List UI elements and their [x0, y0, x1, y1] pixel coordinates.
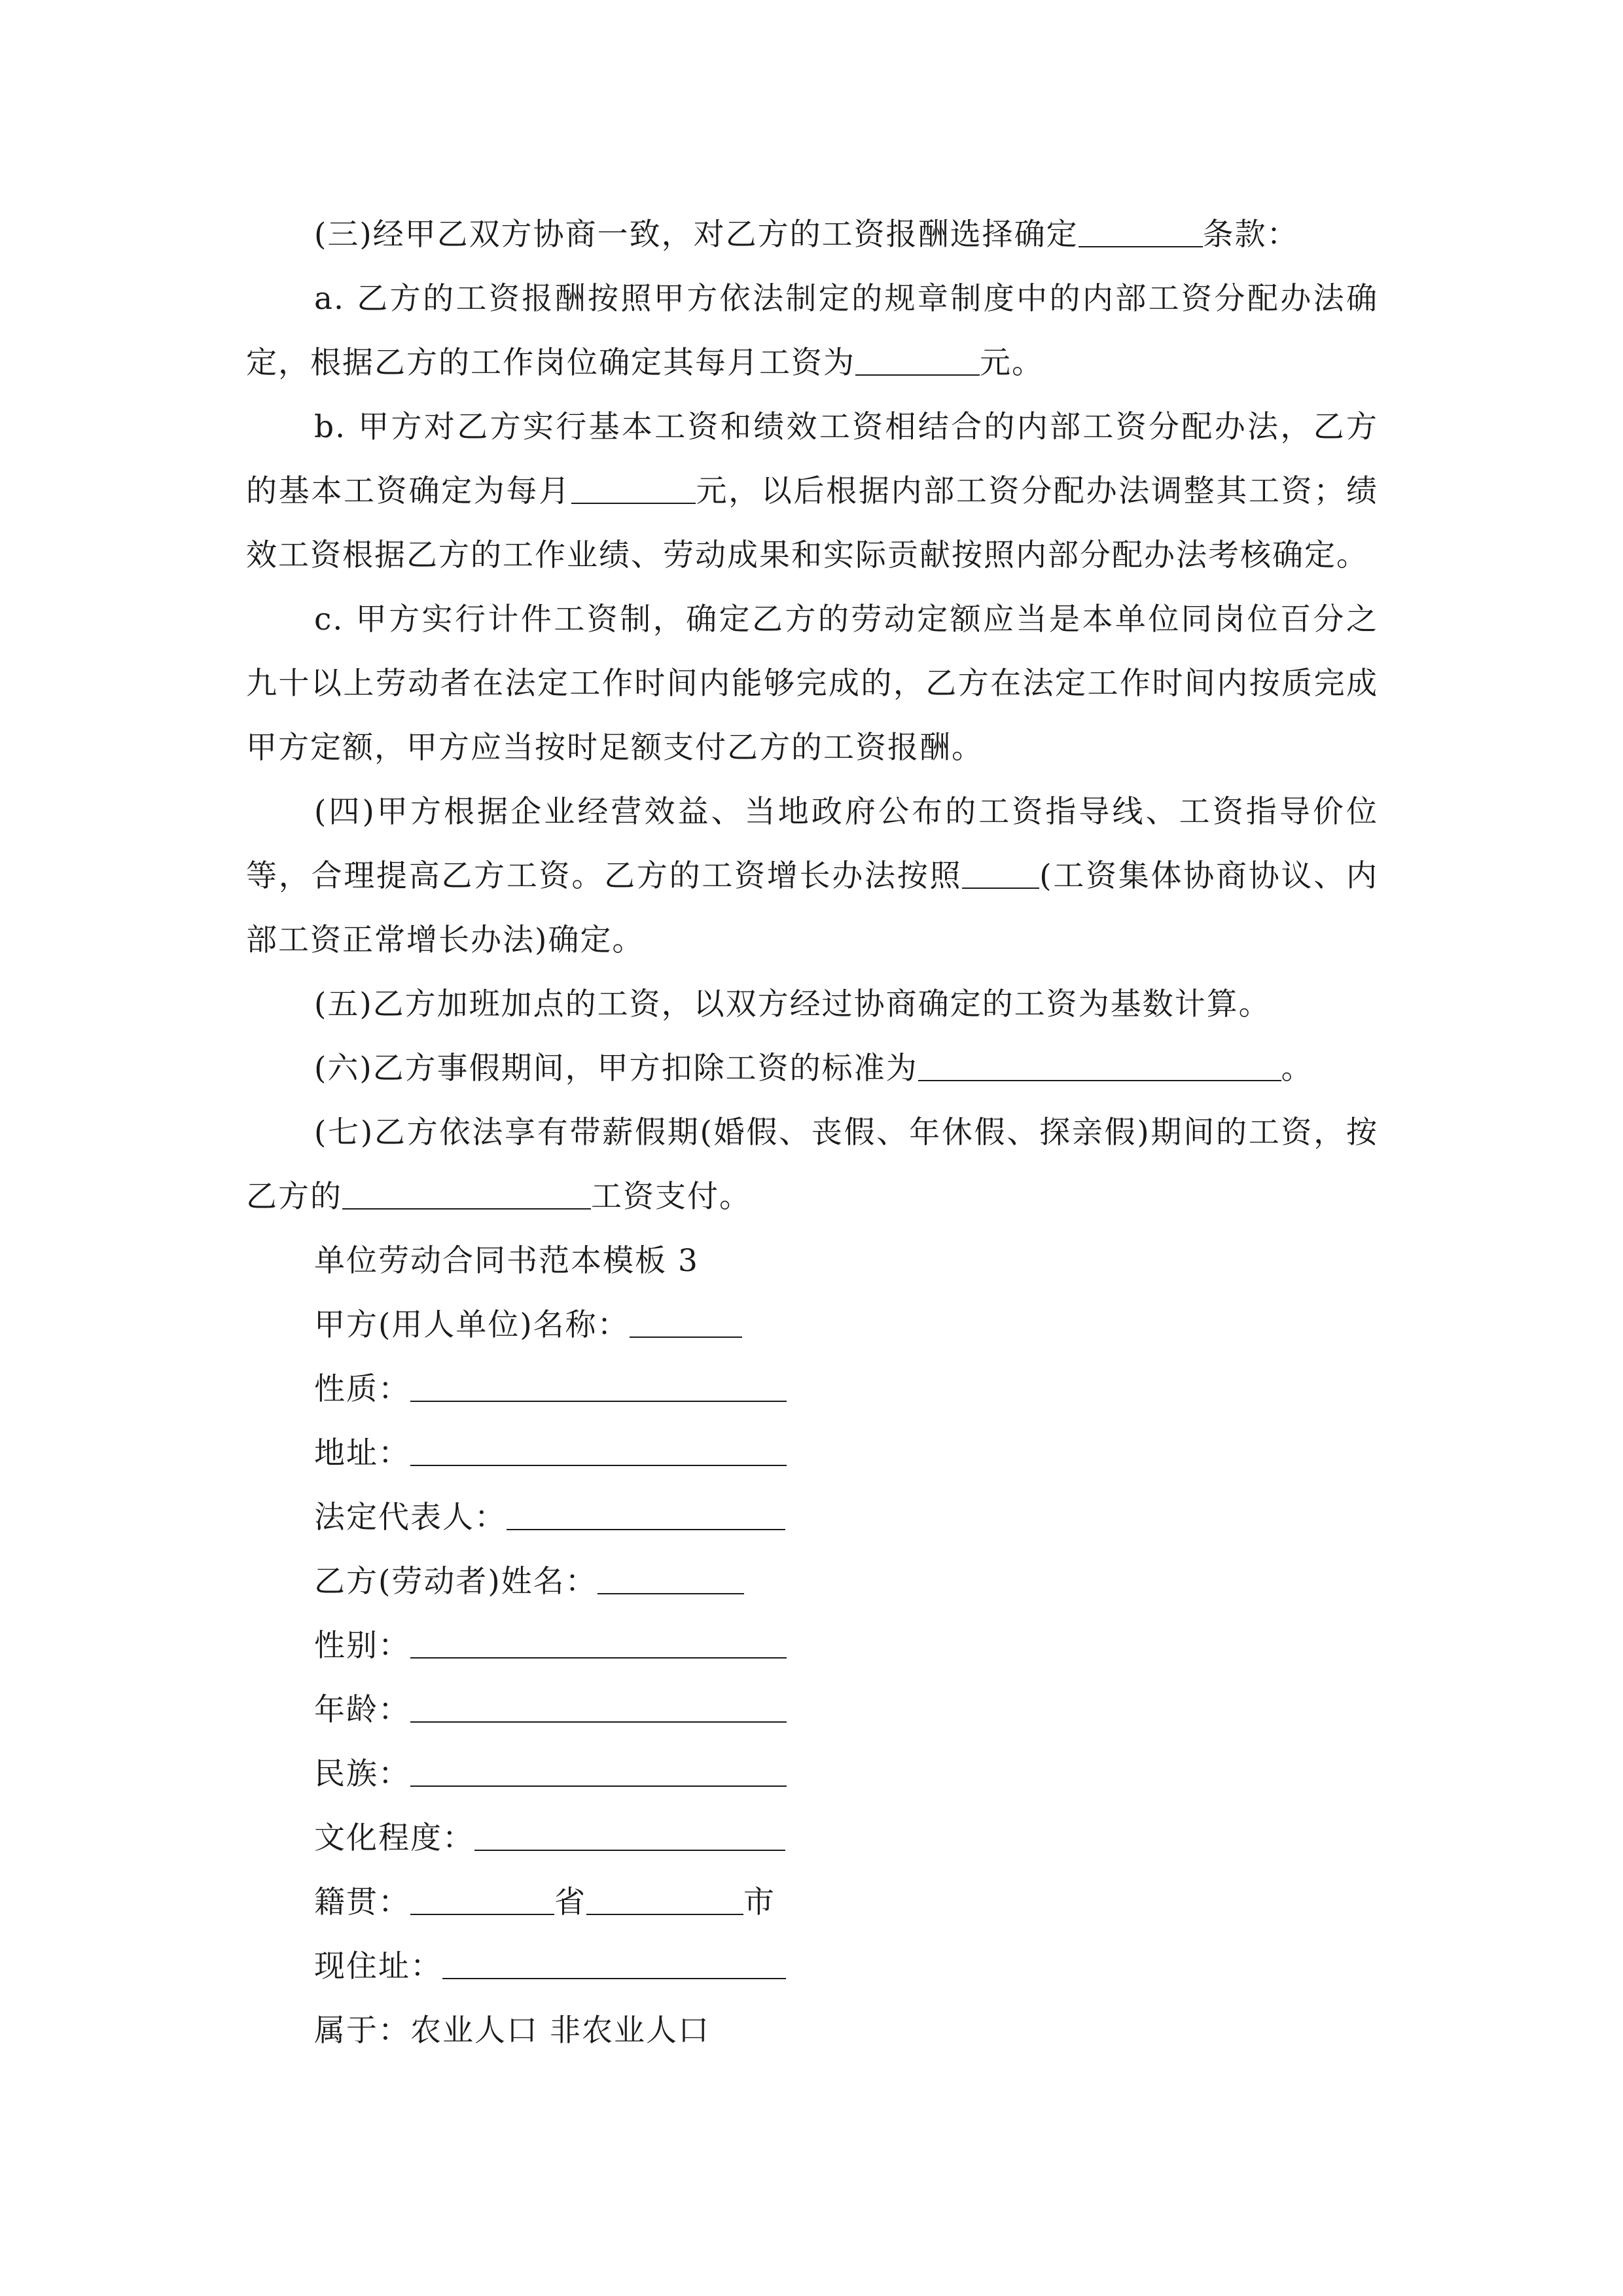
clause-7-text: (七)乙方依法享有带薪假期(婚假、丧假、年休假、探亲假)期间的工资，按乙方的	[246, 1115, 1378, 1215]
clause-b-text: b. 甲方对乙方实行基本工资和绩效工资相结合的内部工资分配办法，乙方的基本工资确定为每月	[246, 409, 1378, 509]
clause-3-text: (三)经甲乙双方协商一致，对乙方的工资报酬选择确定	[314, 217, 1079, 253]
clause-b-suffix: 元，以后根据内部工资分配办法调整其工资；绩效工资根据乙方的工作业绩、劳动成果和实际贡献按照内部分配办法考核确定。	[246, 473, 1379, 573]
blank-current-address	[442, 1952, 786, 1979]
section-title: 单位劳动合同书范本模板 3	[314, 1243, 699, 1279]
clause-a	[246, 267, 1378, 395]
clause-5: (五)乙方加班加点的工资，以双方经过协商确定的工资为基数计算。	[314, 986, 1271, 1022]
clause-7-suffix: 工资支付。	[591, 1179, 751, 1215]
field-label: 性质：	[314, 1371, 410, 1407]
field-label: 乙方(劳动者)姓名：	[314, 1564, 597, 1600]
province-label: 省	[554, 1884, 586, 1920]
blank-address	[410, 1439, 787, 1466]
blank-nature	[410, 1374, 787, 1402]
blank-monthly-wage	[855, 348, 980, 376]
field-label: 法定代表人：	[314, 1499, 507, 1535]
blank-province	[410, 1888, 554, 1915]
clause-7	[246, 1101, 1378, 1229]
clause-3-suffix: 条款：	[1202, 217, 1299, 253]
blank-employee-name	[597, 1567, 744, 1594]
clause-b	[246, 395, 1378, 588]
field-label: 现住址：	[314, 1948, 442, 1984]
field-origin	[246, 1871, 1378, 1935]
field-employee-name	[246, 1550, 1378, 1614]
city-label: 市	[743, 1884, 776, 1920]
field-label: 年龄：	[314, 1692, 410, 1728]
clause-4	[246, 780, 1378, 973]
field-label: 文化程度：	[314, 1820, 474, 1856]
field-household-type: 属于：农业人口 非农业人口	[314, 2013, 710, 2049]
blank-city	[586, 1888, 743, 1915]
blank-gender	[410, 1631, 787, 1659]
blank-age	[410, 1695, 787, 1723]
blank-employer-name	[630, 1310, 742, 1338]
field-nature	[246, 1357, 1378, 1422]
field-gender	[246, 1614, 1378, 1678]
clause-a-suffix: 元。	[980, 345, 1044, 381]
field-label: 甲方(用人单位)名称：	[314, 1307, 630, 1343]
blank-raise-method	[962, 861, 1039, 889]
field-address	[246, 1422, 1378, 1486]
blank-paid-leave-wage	[342, 1182, 591, 1210]
blank-education	[474, 1823, 785, 1851]
clause-6-text: (六)乙方事假期间，甲方扣除工资的标准为	[314, 1050, 918, 1086]
blank-leave-deduction	[918, 1054, 1281, 1081]
field-legal-rep	[246, 1486, 1378, 1550]
field-label: 民族：	[314, 1756, 410, 1792]
field-label: 籍贯：	[314, 1884, 410, 1920]
field-label: 性别：	[314, 1628, 410, 1664]
clause-6	[246, 1037, 1378, 1101]
field-employer-name	[246, 1293, 1378, 1357]
field-age	[246, 1678, 1378, 1742]
blank-clause-choice	[1079, 220, 1203, 247]
field-label: 地址：	[314, 1435, 410, 1471]
clause-a-text: a. 乙方的工资报酬按照甲方依法制定的规章制度中的内部工资分配办法确定，根据乙方的工作岗位确定其每月工资为	[246, 281, 1378, 381]
field-ethnicity	[246, 1742, 1378, 1806]
blank-ethnicity	[410, 1759, 787, 1787]
clause-3	[246, 203, 1378, 267]
blank-base-wage	[571, 476, 696, 504]
clause-6-suffix: 。	[1281, 1050, 1313, 1086]
clause-c: c. 甲方实行计件工资制，确定乙方的劳动定额应当是本单位同岗位百分之九十以上劳动者在法定工作时间内能够完成的，乙方在法定工作时间内按质完成甲方定额，甲方应当按时足额支付乙方的工资报酬。	[246, 601, 1378, 766]
document-body	[246, 203, 1378, 2063]
clause-4-suffix: (工资集体协商协议、内部工资正常增长办法)确定。	[246, 858, 1378, 958]
clause-4-text: (四)甲方根据企业经营效益、当地政府公布的工资指导线、工资指导价位等，合理提高乙方工资。乙方的工资增长办法按照	[246, 794, 1378, 894]
blank-legal-rep	[507, 1503, 785, 1530]
field-education	[246, 1806, 1378, 1871]
field-current-address	[246, 1935, 1378, 1999]
